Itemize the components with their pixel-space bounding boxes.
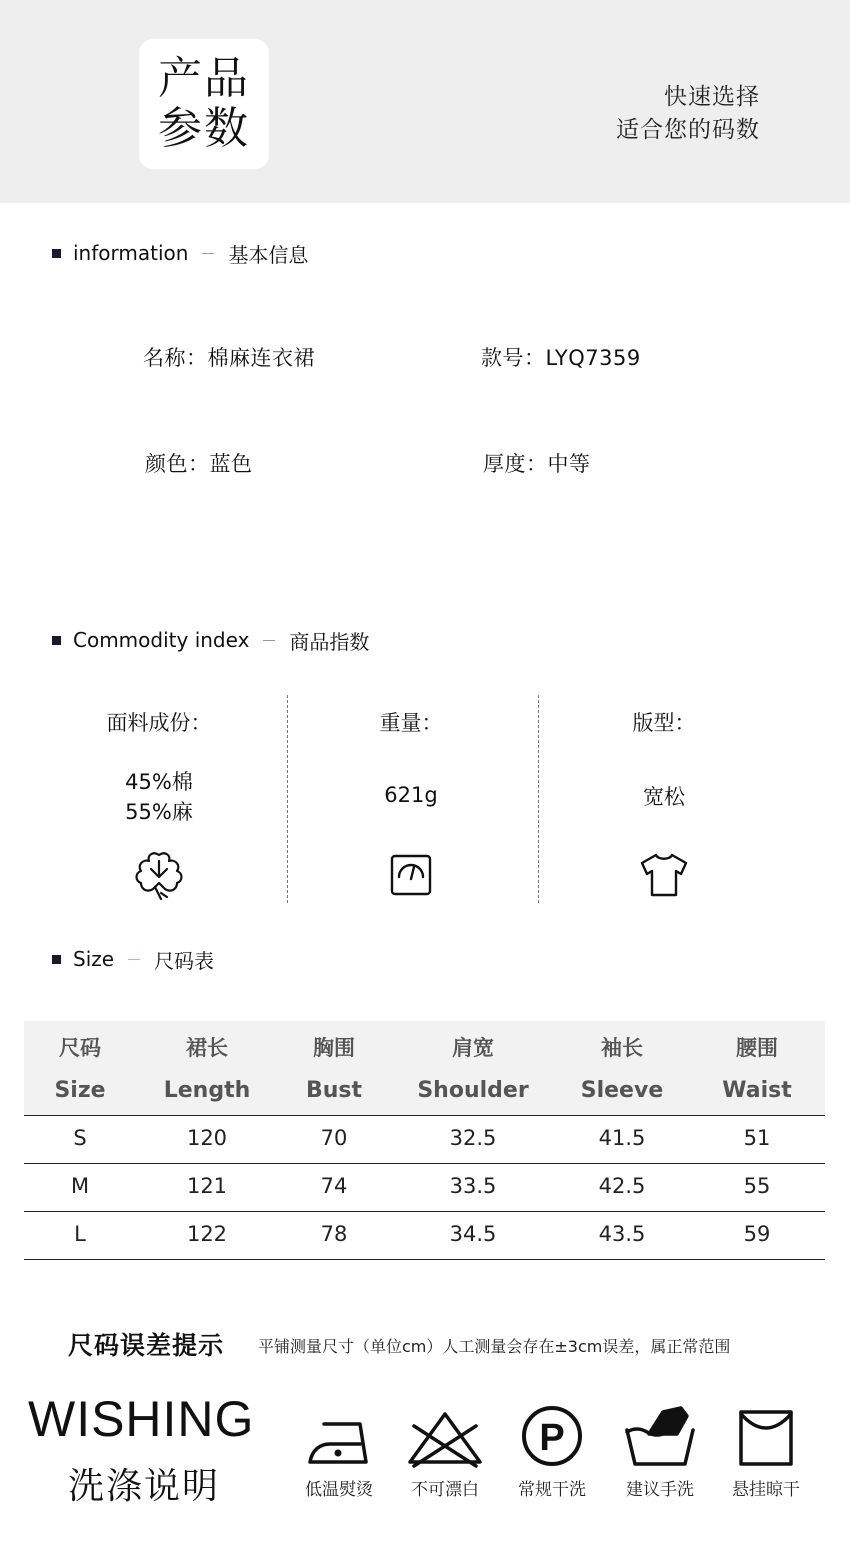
fabric-value-2: 55%麻 (125, 800, 193, 824)
section-title-en: information (73, 241, 189, 265)
table-rule (24, 1259, 825, 1260)
hang-dry-icon (721, 1404, 811, 1468)
table-cell: 120 (186, 1126, 228, 1150)
hand-wash-icon (615, 1404, 705, 1468)
scale-icon (383, 847, 439, 903)
header-cn-length: 裙长 (186, 1036, 228, 1060)
weight-value: 621g (384, 783, 438, 807)
header-banner (0, 0, 850, 203)
cotton-icon (131, 847, 187, 903)
tshirt-icon (636, 847, 692, 903)
section-divider (263, 640, 275, 641)
table-cell: 59 (743, 1222, 771, 1246)
tagline-line2: 适合您的码数 (616, 117, 760, 143)
wash-item-hangdry (716, 1404, 816, 1500)
table-cell: 74 (320, 1174, 348, 1198)
fit-value: 宽松 (643, 785, 685, 809)
size-error-title: 尺码误差提示 (68, 1331, 225, 1360)
bullet-square (52, 955, 61, 964)
table-rule (24, 1211, 825, 1212)
page-title-line2: 参数 (158, 103, 250, 154)
header-en-bust: Bust (305, 1078, 363, 1103)
table-cell: 55 (743, 1174, 771, 1198)
section-title-cn: 商品指数 (289, 629, 370, 654)
header-cn-bust: 胸围 (313, 1036, 355, 1060)
header-en-size: Size (54, 1078, 106, 1103)
table-rule (24, 1163, 825, 1164)
fit-label: 版型： (632, 711, 696, 735)
table-cell: 78 (320, 1222, 348, 1246)
bullet-square (52, 249, 61, 258)
table-cell: 51 (743, 1126, 771, 1150)
title-box (139, 39, 269, 169)
wash-title-en: WISHING (28, 1391, 255, 1447)
wash-item-handwash (610, 1404, 710, 1500)
table-cell: 34.5 (449, 1222, 497, 1246)
fabric-label: 面料成份： (106, 711, 212, 735)
header-cn-shoulder: 肩宽 (452, 1036, 494, 1060)
header-cn-waist: 腰围 (736, 1036, 778, 1060)
commodity-fabric (34, 695, 284, 903)
header-en-shoulder: Shoulder (417, 1078, 529, 1103)
table-cell: M (70, 1174, 90, 1198)
section-divider (128, 959, 140, 960)
table-cell: S (73, 1126, 87, 1150)
table-cell: 41.5 (598, 1126, 646, 1150)
section-title-cn: 基本信息 (228, 242, 309, 267)
dry-clean-p-icon (507, 1404, 597, 1468)
table-cell: L (74, 1222, 86, 1246)
header-cn-size: 尺码 (59, 1036, 101, 1060)
table-cell: 42.5 (598, 1174, 646, 1198)
iron-low-icon (294, 1404, 384, 1468)
section-header-information (52, 240, 308, 266)
style-number: 款号：LYQ7359 (481, 346, 641, 370)
fabric-value-1: 45%棉 (125, 770, 193, 794)
commodity-fit (539, 695, 789, 903)
section-title-en: Size (73, 947, 115, 971)
header-en-length: Length (163, 1078, 251, 1103)
section-title-cn: 尺码表 (154, 948, 215, 973)
wash-label: 建议手洗 (626, 1480, 694, 1500)
wash-label: 低温熨烫 (305, 1480, 373, 1500)
tagline-line1: 快速选择 (664, 84, 760, 110)
header-cn-sleeve: 袖长 (601, 1036, 643, 1060)
product-thickness: 厚度：中等 (483, 452, 591, 476)
wash-item-bleach (395, 1404, 495, 1500)
table-cell: 43.5 (598, 1222, 646, 1246)
table-cell: 32.5 (449, 1126, 497, 1150)
weight-label: 重量： (379, 711, 443, 735)
header-en-waist: Waist (722, 1078, 792, 1103)
product-color: 颜色：蓝色 (145, 452, 253, 476)
section-divider (202, 253, 214, 254)
table-rule (24, 1115, 825, 1116)
wash-label: 悬挂晾干 (732, 1480, 800, 1500)
product-name: 名称：棉麻连衣裙 (143, 346, 315, 370)
size-error-text: 平铺测量尺寸（单位cm）人工测量会存在±3cm误差，属正常范围 (258, 1337, 731, 1356)
commodity-weight (286, 695, 536, 903)
no-bleach-icon (400, 1404, 490, 1468)
bullet-square (52, 636, 61, 645)
table-cell: 70 (320, 1126, 348, 1150)
section-header-commodity (52, 627, 369, 653)
section-title-en: Commodity index (73, 628, 250, 652)
wash-item-dryclean (502, 1404, 602, 1500)
table-cell: 33.5 (449, 1174, 497, 1198)
wash-item-iron (289, 1404, 389, 1500)
wash-title-cn: 洗涤说明 (68, 1466, 221, 1507)
section-header-size (52, 946, 214, 972)
wash-label: 不可漂白 (411, 1480, 479, 1500)
table-cell: 121 (186, 1174, 228, 1198)
header-en-sleeve: Sleeve (580, 1078, 664, 1103)
page-title-line1: 产品 (158, 53, 250, 104)
table-cell: 122 (186, 1222, 228, 1246)
svg-text:P: P (539, 1417, 565, 1459)
wash-label: 常规干洗 (518, 1480, 586, 1500)
